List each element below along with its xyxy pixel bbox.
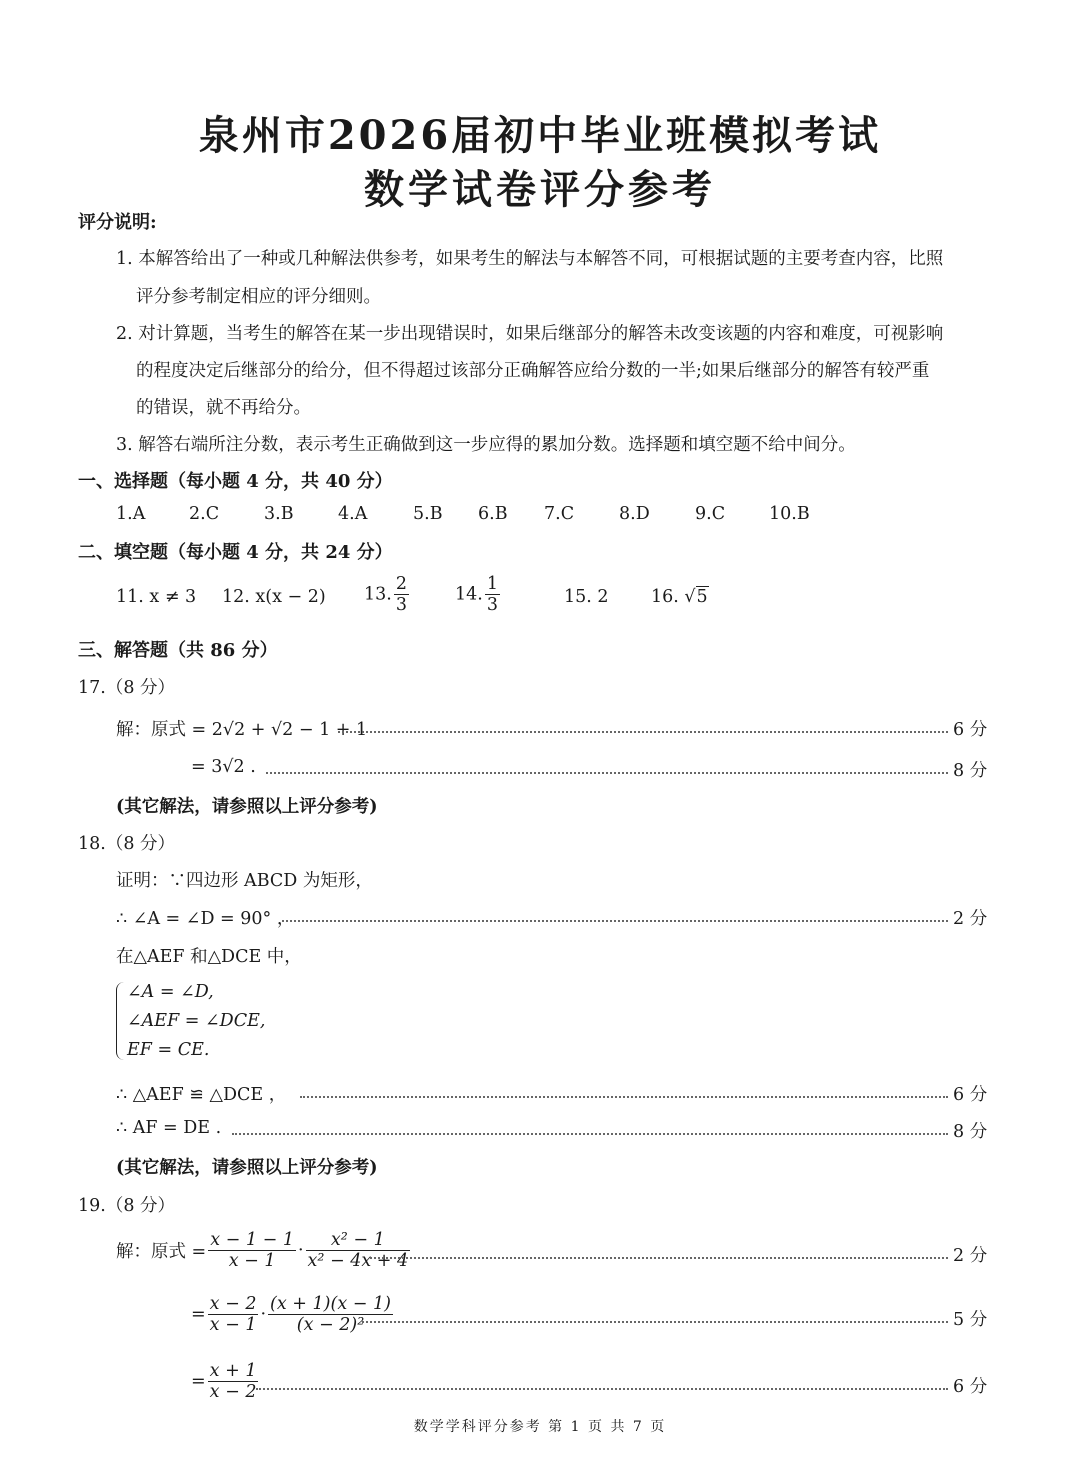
q17-step-2: = 3√2 . [191, 757, 256, 777]
fill-answer-13 [364, 574, 411, 615]
multiply-dot: · [260, 1304, 267, 1325]
fill-answer-15: 15. 2 [564, 587, 609, 607]
q18-step-2: ∴ ∠A = ∠D = 90° ， [116, 909, 295, 929]
system-line-2: ∠AEF = ∠DCE, [127, 1011, 266, 1031]
numerator: x² − 1 [306, 1230, 411, 1251]
q18-step-1: 证明：∵四边形 ABCD 为矩形， [116, 871, 373, 891]
fill-answer-12: 12. x(x − 2) [222, 587, 326, 607]
fill-answer-13-label: 13. [364, 584, 392, 605]
question-17-title: 17.（8 分） [78, 678, 176, 698]
other-methods-note: (其它解法，请参照以上评分参考) [116, 1158, 378, 1178]
radicand: 5 [696, 587, 708, 607]
choice-answer: 1.A [116, 504, 146, 524]
choice-answer: 8.D [619, 504, 650, 524]
fill-answer-14 [455, 574, 502, 615]
dotted-leader [266, 772, 948, 774]
dotted-leader [300, 1096, 948, 1098]
system-line-3: EF = CE. [127, 1040, 210, 1060]
denominator: 3 [486, 595, 498, 616]
choice-answer: 5.B [413, 504, 443, 524]
denominator: x − 1 [209, 1315, 257, 1336]
denominator: x² − 4x + 4 [307, 1251, 409, 1272]
score: 6 分 [953, 1377, 988, 1397]
section-1-heading: 一、选择题（每小题 4 分，共 40 分） [78, 471, 393, 492]
denominator: x − 1 [228, 1251, 276, 1272]
dotted-leader [282, 920, 948, 922]
denominator: 3 [395, 595, 407, 616]
other-methods-note: (其它解法，请参照以上评分参考) [116, 797, 378, 817]
note-3: 3. 解答右端所注分数，表示考生正确做到这一步应得的累加分数。选择题和填空题不给中间分。 [116, 435, 856, 455]
equals-sign: = [191, 1371, 206, 1392]
numerator: x + 1 [209, 1361, 257, 1381]
q17-step-1: 解：原式 = 2√2 + √2 − 1 + 1 [116, 720, 368, 740]
note-2-line-2: 的程度决定后继部分的给分，但不得超过该部分正确解答应给分数的一半;如果后继部分的解答有较严重 [136, 361, 930, 381]
fill-answer-16 [651, 587, 709, 607]
note-1-line-1: 1. 本解答给出了一种或几种解法供参考，如果考生的解法与本解答不同，可根据试题的主要考查内容，比照 [116, 249, 944, 269]
choice-answer: 6.B [478, 504, 508, 524]
score: 8 分 [953, 761, 988, 781]
dotted-leader [232, 1133, 948, 1135]
denominator: x − 2 [209, 1382, 257, 1403]
q19-step-1 [116, 1230, 412, 1271]
page-footer: 数学学科评分参考 第 1 页 共 7 页 [413, 1419, 667, 1435]
score: 2 分 [953, 1246, 988, 1266]
note-1-line-2: 评分参考制定相应的评分细则。 [136, 287, 381, 307]
fraction [208, 1230, 296, 1271]
numerator: 1 [486, 574, 498, 594]
section-3-heading: 三、解答题（共 86 分） [78, 640, 278, 661]
q18-step-4: ∴ △AEF ≌ △DCE ， [116, 1085, 287, 1105]
choice-answer: 10.B [769, 504, 810, 524]
fraction [485, 574, 500, 615]
q19-prefix: 解：原式 = [116, 1242, 207, 1263]
question-19-title: 19.（8 分） [78, 1196, 176, 1216]
score: 6 分 [953, 720, 988, 740]
system-line-1: ∠A = ∠D, [127, 982, 214, 1002]
choice-answer: 7.C [544, 504, 575, 524]
note-2-line-1: 2. 对计算题，当考生的解答在某一步出现错误时，如果后继部分的解答未改变该题的内容和难度，可视影响 [116, 324, 944, 344]
system-brace [116, 982, 127, 1060]
notes-heading: 评分说明: [78, 212, 157, 233]
q18-step-5: ∴ AF = DE . [116, 1118, 222, 1138]
choice-answer: 3.B [264, 504, 294, 524]
denominator: (x − 2)² [296, 1315, 365, 1336]
question-18-title: 18.（8 分） [78, 834, 176, 854]
numerator: (x + 1)(x − 1) [270, 1294, 391, 1314]
score: 8 分 [953, 1122, 988, 1142]
q18-step-3: 在△AEF 和△DCE 中， [116, 947, 302, 967]
dotted-leader [370, 1257, 948, 1259]
dotted-leader [338, 731, 948, 733]
fill-answer-14-label: 14. [455, 584, 483, 605]
score: 6 分 [953, 1085, 988, 1105]
choice-answer: 9.C [695, 504, 726, 524]
fill-answer-16-label: 16. √ [651, 587, 696, 607]
numerator: x − 1 − 1 [210, 1230, 294, 1250]
section-2-heading: 二、填空题（每小题 4 分，共 24 分） [78, 542, 393, 563]
numerator: x − 2 [209, 1294, 257, 1314]
dotted-leader [256, 1388, 948, 1390]
fraction [268, 1294, 393, 1335]
q19-step-2 [191, 1294, 395, 1335]
fraction [208, 1294, 259, 1335]
page-subtitle: 数学试卷评分参考 [364, 166, 716, 213]
dotted-leader [362, 1321, 948, 1323]
choice-answer: 4.A [338, 504, 368, 524]
equals-sign: = [191, 1304, 206, 1325]
fraction [394, 574, 409, 615]
q19-step-3 [191, 1361, 260, 1402]
score: 2 分 [953, 909, 988, 929]
fraction [306, 1230, 411, 1271]
fraction [208, 1361, 259, 1402]
multiply-dot: · [297, 1240, 304, 1261]
note-2-line-3: 的错误，就不再给分。 [136, 398, 311, 418]
score: 5 分 [953, 1310, 988, 1330]
fill-answer-11: 11. x ≠ 3 [116, 587, 197, 607]
choice-answer: 2.C [189, 504, 220, 524]
page-title: 泉州市2026届初中毕业班模拟考试 [198, 112, 882, 159]
numerator: 2 [395, 574, 407, 594]
